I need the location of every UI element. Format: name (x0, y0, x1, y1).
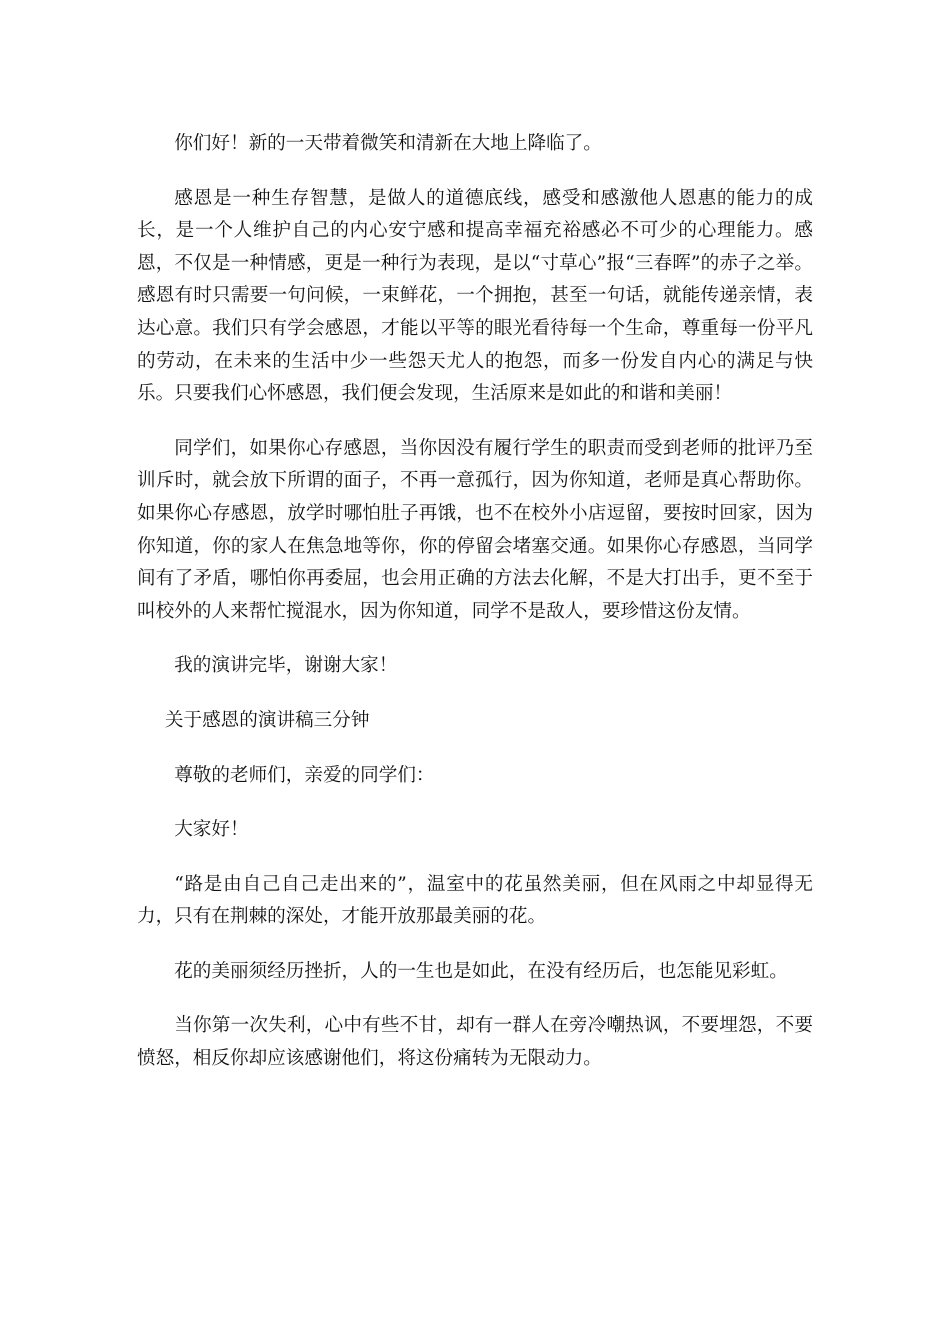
paragraph-classmates: 同学们，如果你心存感恩，当你因没有履行学生的职责而受到老师的批评乃至训斥时，就会放下所谓的面子，不再一意孤行，因为你知道，老师是真心帮助你。如果你心存感恩，放学时哪怕肚子再饿，也不在校外小店逗留，要按时回家，因为你知道，你的家人在焦急地等你，你的停留会堵塞交通。如果你心存感恩，当同学间有了矛盾，哪怕你再委屈，也会用正确的方法去化解，不是大打出手，更不至于叫校外的人来帮忙搅混水，因为你知道，同学不是敌人，要珍惜这份友情。 (137, 437, 813, 622)
paragraph-first-failure: 当你第一次失利，心中有些不甘，却有一群人在旁冷嘲热讽，不要埋怨，不要愤怒，相反你却应该感谢他们，将这份痛转为无限动力。 (137, 1015, 813, 1070)
paragraph-gratitude-wisdom: 感恩是一种生存智慧，是做人的道德底线，感受和感激他人恩惠的能力的成长，是一个人维护自己的内心安宁感和提高幸福充裕感必不可少的心理能力。感恩，不仅是一种情感，更是一种行为表现，是以“寸草心”报“三春晖”的赤子之举。感恩有时只需要一句问候，一束鲜花，一个拥抱，甚至一句话，就能传递亲情，表达心意。我们只有学会感恩，才能以平等的眼光看待每一个生命，尊重每一份平凡的劳动，在未来的生活中少一些怨天尤人的抱怨，而多一份发自内心的满足与快乐。只要我们心怀感恩，我们便会发现，生活原来是如此的和谐和美丽！ (137, 187, 813, 405)
section-title: 关于感恩的演讲稿三分钟 (164, 709, 370, 731)
paragraph-road: “路是由自己自己走出来的”，温室中的花虽然美丽，但在风雨之中却显得无力，只有在荆棘的深处，才能开放那最美丽的花。 (137, 873, 813, 928)
paragraph-salutation: 尊敬的老师们，亲爱的同学们： (174, 764, 435, 786)
paragraph-greeting: 你们好！新的一天带着微笑和清新在大地上降临了。 (174, 133, 602, 154)
paragraph-rainbow: 花的美丽须经历挫折，人的一生也是如此，在没有经历后，也怎能见彩虹。 (174, 960, 788, 982)
document-page (137, 128, 813, 1098)
paragraph-hello: 大家好！ (174, 819, 249, 841)
paragraph-closing: 我的演讲完毕，谢谢大家！ (174, 655, 398, 677)
